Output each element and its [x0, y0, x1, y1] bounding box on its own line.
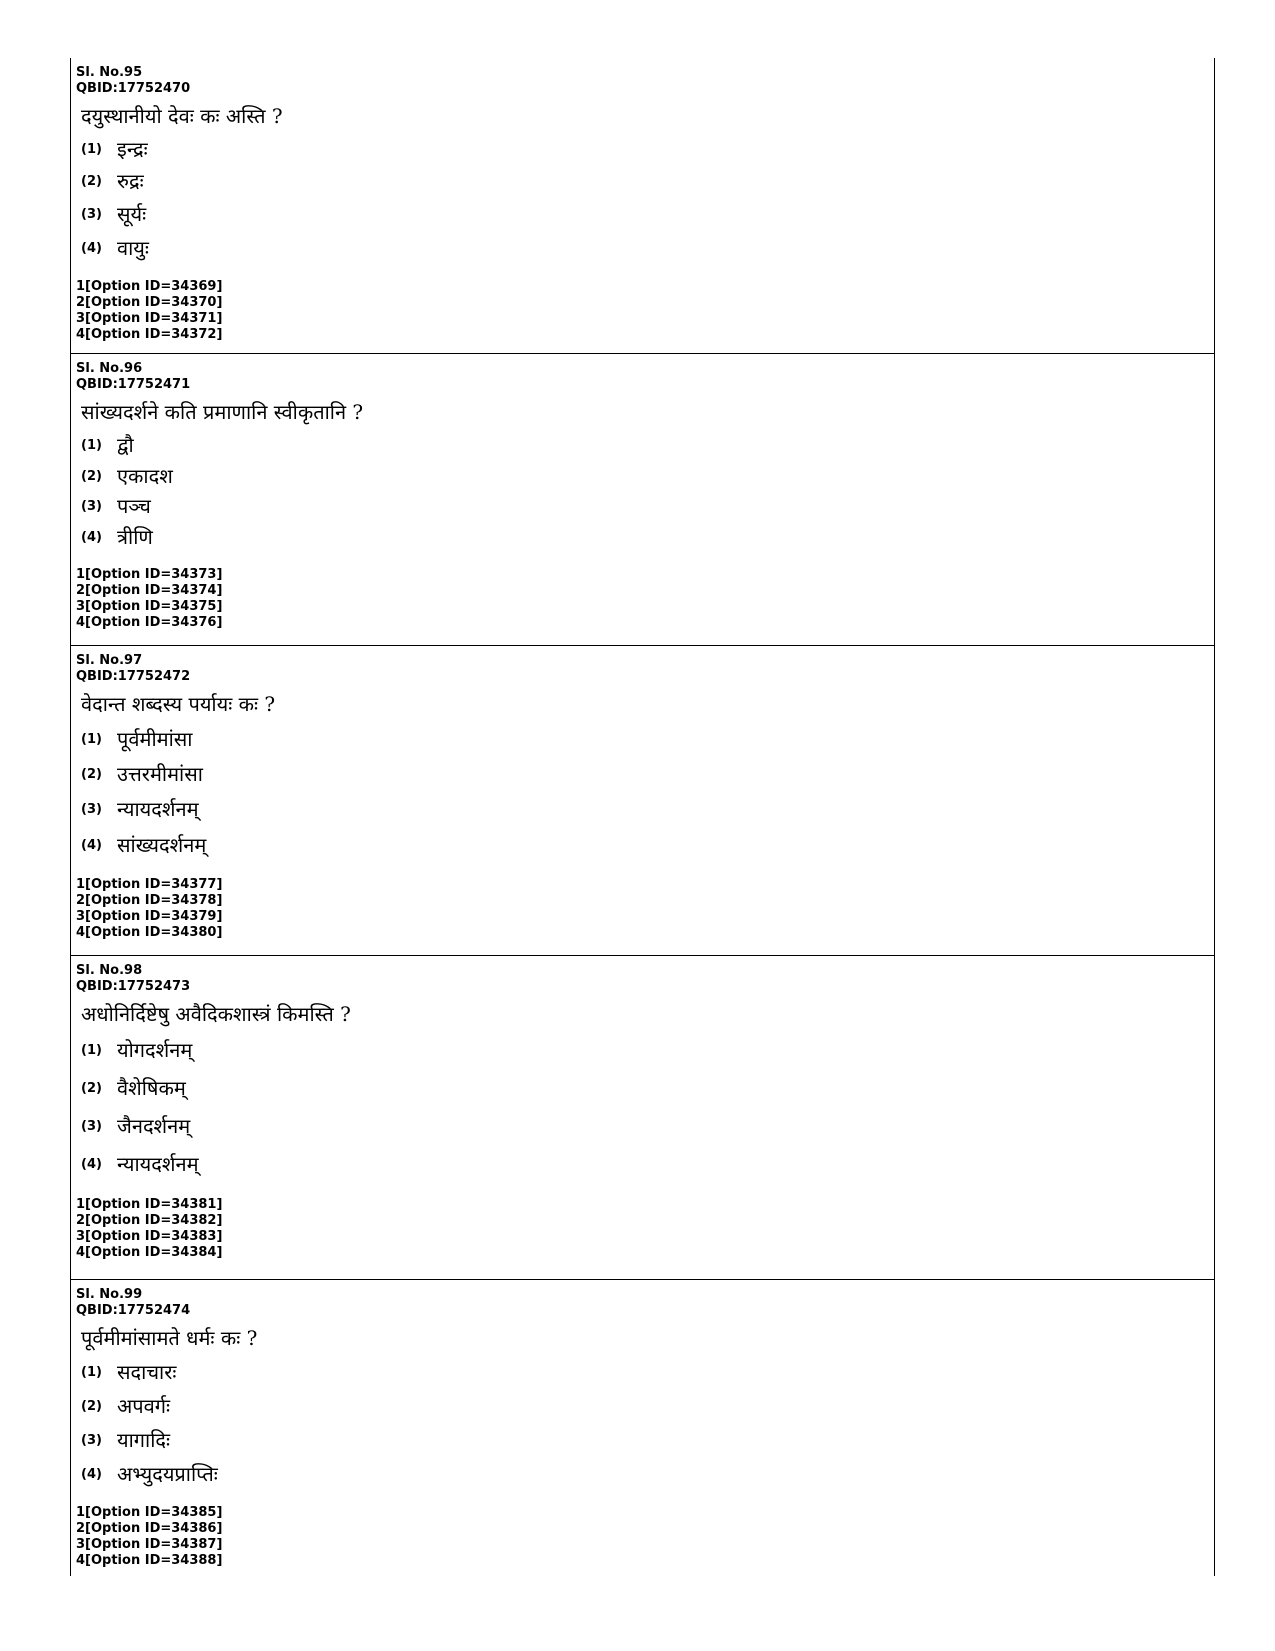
option-number: (3)	[81, 801, 102, 817]
option-id-line: 1[Option ID=34381]	[76, 1197, 223, 1212]
option-id-line: 2[Option ID=34378]	[76, 893, 223, 908]
option-4	[81, 521, 1214, 553]
option-ids	[76, 1197, 1214, 1265]
option-number: (1)	[81, 437, 102, 453]
options-list	[76, 429, 1214, 553]
question-block-98	[71, 956, 1214, 1280]
option-id-line: 2[Option ID=34374]	[76, 583, 223, 598]
option-id-line: 3[Option ID=34383]	[76, 1229, 223, 1244]
option-id-line: 1[Option ID=34385]	[76, 1505, 223, 1520]
option-id-line: 3[Option ID=34375]	[76, 599, 223, 614]
option-3	[81, 1423, 1214, 1457]
option-text: सूर्यः	[117, 202, 147, 226]
option-1	[81, 133, 1214, 165]
option-id-line: 2[Option ID=34370]	[76, 295, 223, 310]
question-text: दयुस्थानीयो देवः कः अस्ति ?	[81, 104, 283, 128]
option-text: न्यायदर्शनम्	[117, 797, 199, 821]
options-list	[76, 1355, 1214, 1491]
option-3	[81, 197, 1214, 231]
option-4	[81, 231, 1214, 265]
option-text: अपवर्गः	[117, 1394, 171, 1418]
option-number: (2)	[81, 173, 102, 189]
option-3	[81, 1107, 1214, 1145]
option-text: पञ्च	[117, 494, 151, 518]
qbid: QBID:17752471	[76, 377, 191, 392]
option-id-line: 1[Option ID=34369]	[76, 279, 223, 294]
option-ids	[76, 279, 1214, 347]
qbid: QBID:17752473	[76, 979, 191, 994]
serial-number: Sl. No.99	[76, 1287, 143, 1302]
question-block-95	[71, 58, 1214, 354]
option-number: (4)	[81, 240, 102, 256]
option-id-line: 4[Option ID=34384]	[76, 1245, 223, 1260]
option-id-line: 4[Option ID=34380]	[76, 925, 223, 940]
option-text: सांख्यदर्शनम्	[117, 833, 207, 857]
question-text: पूर्वमीमांसामते धर्मः कः ?	[81, 1326, 258, 1350]
option-2	[81, 1389, 1214, 1423]
option-text: वायुः	[117, 236, 149, 260]
option-text: अभ्युदयप्राप्तिः	[117, 1462, 218, 1486]
question-text: वेदान्त शब्दस्य पर्यायः कः ?	[81, 692, 276, 716]
option-text: इन्द्रः	[117, 137, 148, 161]
option-id-line: 3[Option ID=34387]	[76, 1537, 223, 1552]
option-number: (2)	[81, 468, 102, 484]
option-1	[81, 1031, 1214, 1069]
option-number: (1)	[81, 141, 102, 157]
option-2	[81, 1069, 1214, 1107]
option-3	[81, 491, 1214, 521]
option-1	[81, 721, 1214, 757]
option-text: यागादिः	[117, 1428, 171, 1452]
option-id-line: 4[Option ID=34372]	[76, 327, 223, 342]
qbid: QBID:17752472	[76, 669, 191, 684]
option-number: (3)	[81, 498, 102, 514]
options-list	[76, 133, 1214, 265]
option-text: सदाचारः	[117, 1360, 177, 1384]
option-text: एकादश	[117, 464, 173, 488]
option-number: (4)	[81, 529, 102, 545]
option-number: (4)	[81, 837, 102, 853]
option-1	[81, 429, 1214, 461]
option-text: उत्तरमीमांसा	[117, 762, 203, 786]
option-id-line: 2[Option ID=34382]	[76, 1213, 223, 1228]
option-text: वैशेषिकम्	[117, 1076, 186, 1100]
option-id-line: 1[Option ID=34377]	[76, 877, 223, 892]
option-text: त्रीणि	[117, 525, 153, 549]
option-text: जैनदर्शनम्	[117, 1114, 191, 1138]
option-number: (3)	[81, 1432, 102, 1448]
question-block-97	[71, 646, 1214, 956]
option-id-line: 1[Option ID=34373]	[76, 567, 223, 582]
option-number: (2)	[81, 766, 102, 782]
option-3	[81, 791, 1214, 827]
serial-number: Sl. No.98	[76, 963, 143, 978]
option-number: (2)	[81, 1398, 102, 1414]
option-ids	[76, 1505, 1214, 1573]
qbid: QBID:17752474	[76, 1303, 191, 1318]
option-4	[81, 827, 1214, 863]
option-id-line: 4[Option ID=34376]	[76, 615, 223, 630]
serial-number: Sl. No.95	[76, 65, 143, 80]
question-sheet	[70, 58, 1215, 1576]
option-id-line: 4[Option ID=34388]	[76, 1553, 223, 1568]
question-block-96	[71, 354, 1214, 646]
option-2	[81, 461, 1214, 491]
option-text: न्यायदर्शनम्	[117, 1152, 199, 1176]
option-text: रुद्रः	[117, 169, 144, 193]
options-list	[76, 1031, 1214, 1183]
option-text: योगदर्शनम्	[117, 1038, 193, 1062]
option-2	[81, 757, 1214, 791]
option-text: पूर्वमीमांसा	[117, 727, 193, 751]
option-4	[81, 1457, 1214, 1491]
option-number: (4)	[81, 1156, 102, 1172]
serial-number: Sl. No.97	[76, 653, 143, 668]
option-number: (2)	[81, 1080, 102, 1096]
question-text: अधोनिर्दिष्टेषु अवैदिकशास्त्रं किमस्ति ?	[81, 1002, 351, 1026]
option-ids	[76, 567, 1214, 635]
option-2	[81, 165, 1214, 197]
option-number: (1)	[81, 1042, 102, 1058]
option-id-line: 3[Option ID=34371]	[76, 311, 223, 326]
option-1	[81, 1355, 1214, 1389]
option-text: द्वौ	[117, 433, 134, 457]
option-id-line: 2[Option ID=34386]	[76, 1521, 223, 1536]
option-number: (3)	[81, 1118, 102, 1134]
option-4	[81, 1145, 1214, 1183]
question-text: सांख्यदर्शने कति प्रमाणानि स्वीकृतानि ?	[81, 400, 364, 424]
option-id-line: 3[Option ID=34379]	[76, 909, 223, 924]
option-ids	[76, 877, 1214, 945]
serial-number: Sl. No.96	[76, 361, 143, 376]
option-number: (1)	[81, 731, 102, 747]
option-number: (1)	[81, 1364, 102, 1380]
qbid: QBID:17752470	[76, 81, 191, 96]
option-number: (4)	[81, 1466, 102, 1482]
options-list	[76, 721, 1214, 863]
option-number: (3)	[81, 206, 102, 222]
question-block-99	[71, 1280, 1214, 1576]
